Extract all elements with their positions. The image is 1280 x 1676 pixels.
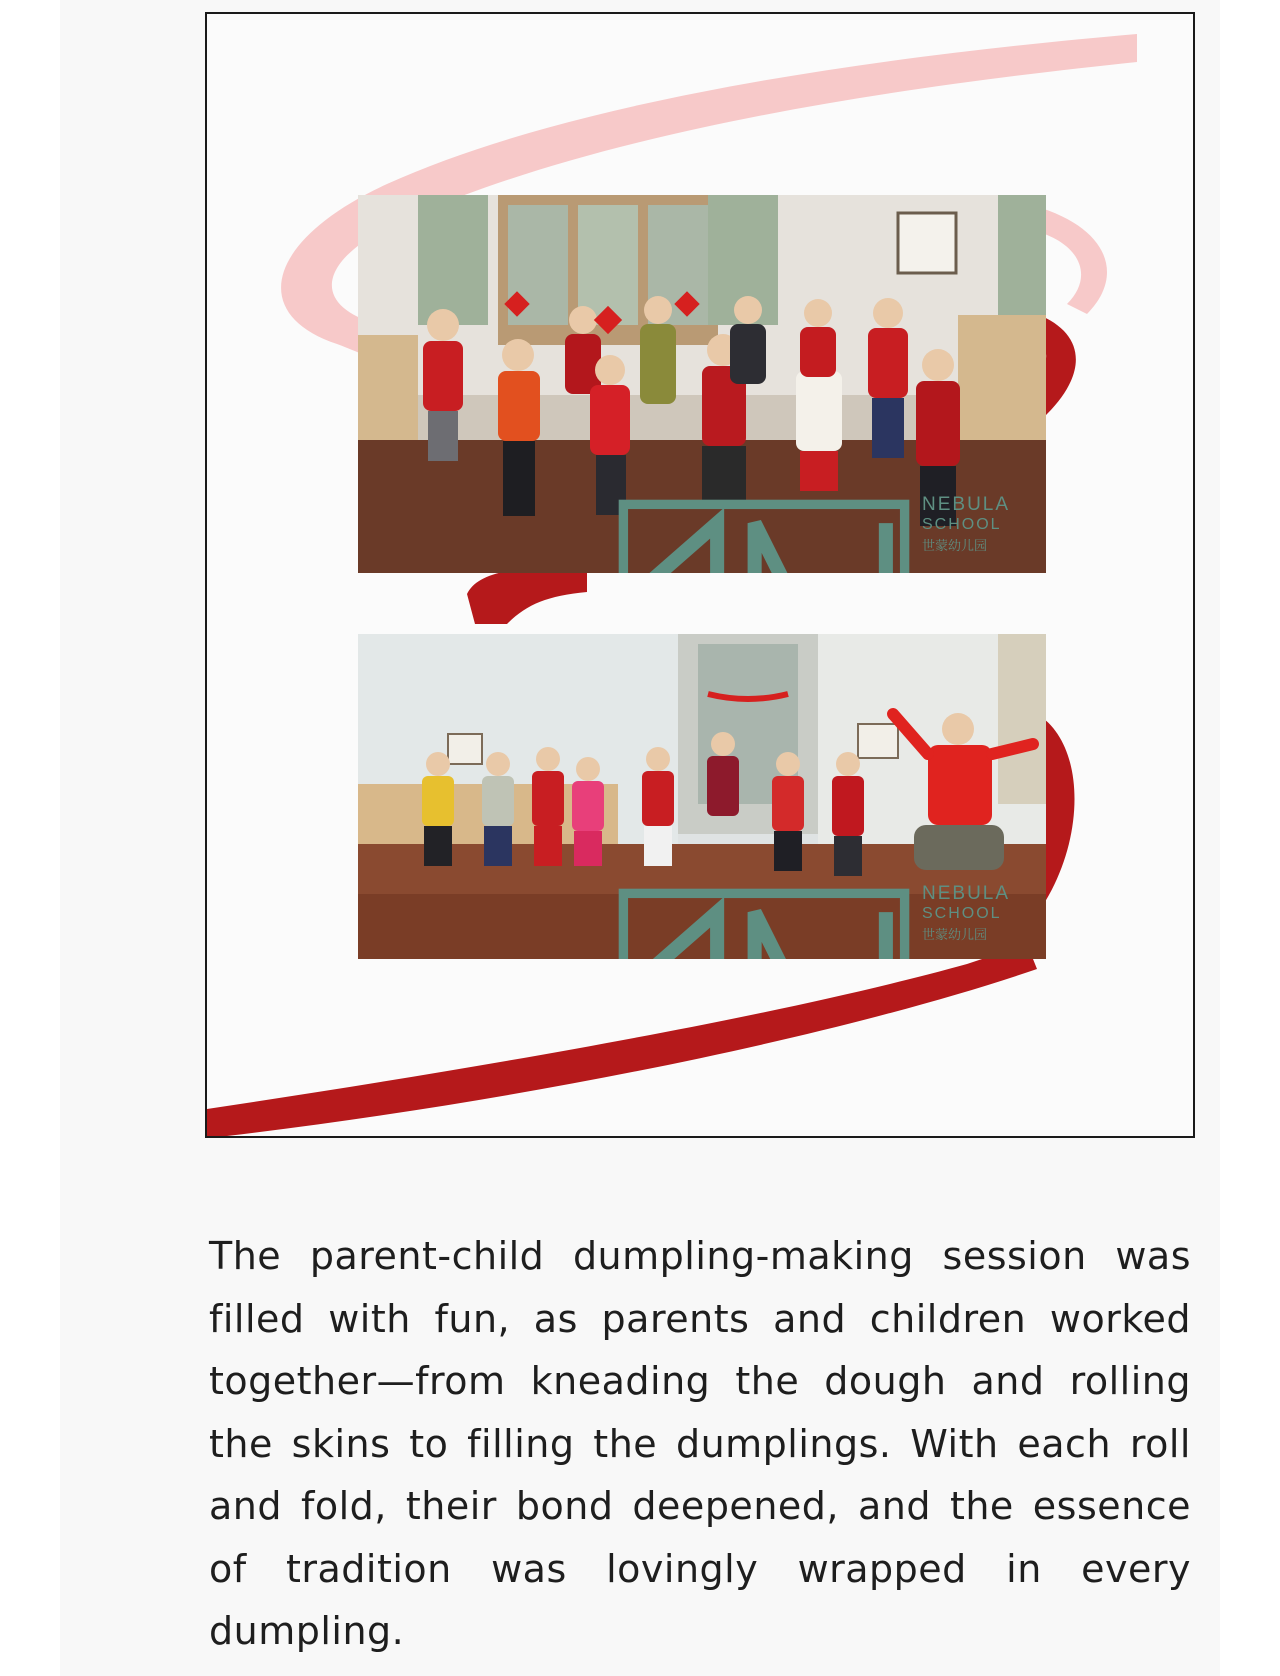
watermark-2 — [614, 884, 1010, 959]
nebula-logo-icon — [614, 495, 914, 573]
watermark-cn: 世蒙幼儿园 — [922, 538, 988, 554]
watermark-1 — [614, 495, 1010, 573]
watermark-sub: SCHOOL — [922, 515, 1002, 533]
article-paragraph: The parent-child dumpling-making session was filled with fun, as parents and children worked together—from kneading the dough and rolling the skins to filling the dumplings. With each roll and fold, their bond deepened, and the essence of tradition was lovingly wrapped in every dumpling. — [209, 1234, 1191, 1653]
nebula-logo-icon — [614, 884, 914, 959]
watermark-cn: 世蒙幼儿园 — [922, 927, 988, 943]
watermark-name: NEBULA — [922, 494, 1011, 515]
photo-frame — [205, 12, 1195, 1138]
watermark-sub: SCHOOL — [922, 904, 1002, 922]
article-page — [60, 0, 1220, 1676]
ribbon-dark-bottom — [207, 944, 1037, 1136]
photo-hall-dance — [358, 634, 1046, 959]
ribbon-decoration — [207, 14, 1193, 1136]
ribbon-dark-middle — [467, 566, 587, 624]
photo-classroom-performance — [358, 195, 1046, 573]
watermark-name: NEBULA — [922, 883, 1011, 904]
